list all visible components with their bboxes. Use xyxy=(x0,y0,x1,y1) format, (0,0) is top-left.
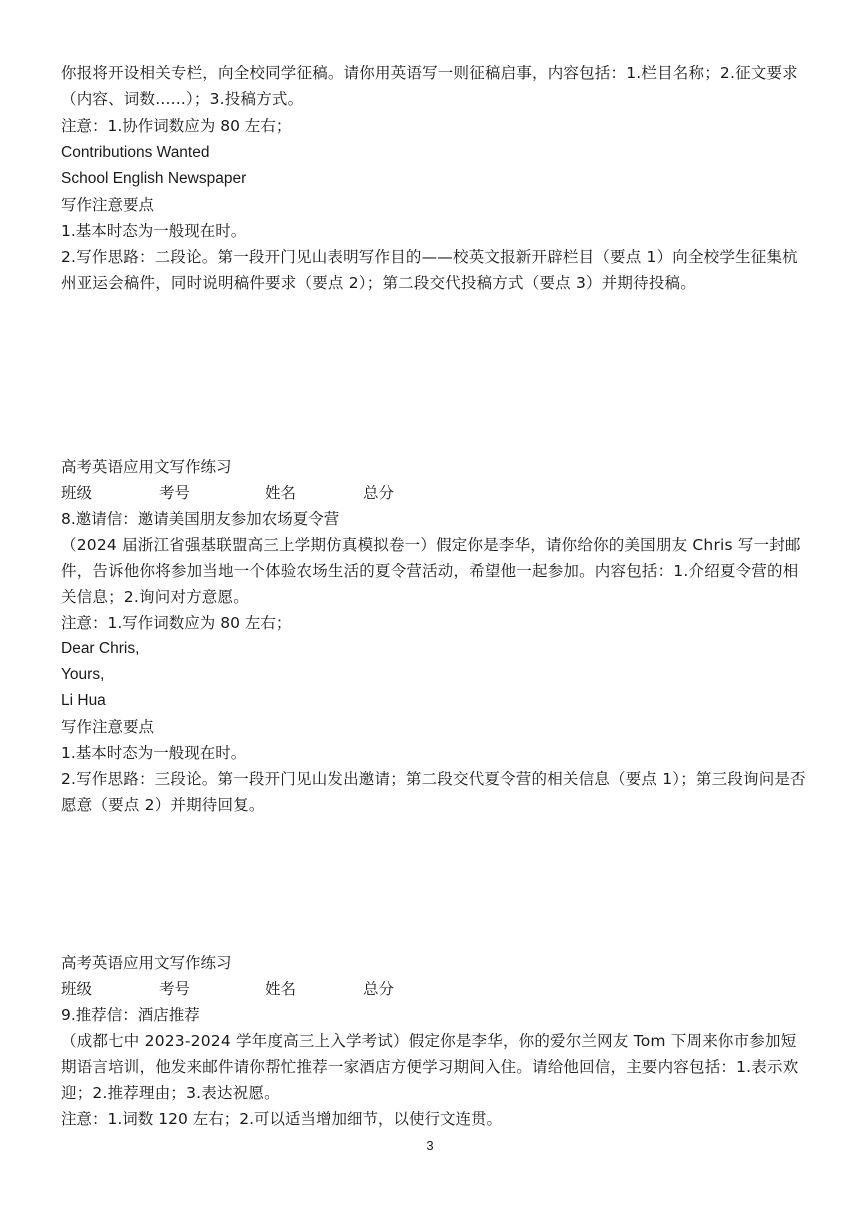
notice-title: Contributions Wanted xyxy=(61,144,210,161)
exercise-heading: 高考英语应用文写作练习 xyxy=(61,954,232,972)
task-title: 8.邀请信：邀请美国朋友参加农场夏令营 xyxy=(61,510,340,528)
tip-structure: 2.写作思路：二段论。第一段开门见山表明写作目的——校英文报新开辟栏目（要点 1）向全校学生征集杭州亚运会稿件，同时说明稿件要求（要点 2）；第二段交代投稿方式（要点 3）并期待投稿。 xyxy=(61,248,798,292)
task-title: 9.推荐信：酒店推荐 xyxy=(61,1006,200,1024)
name-label: 姓名 xyxy=(265,980,297,998)
letter-closing: Yours, xyxy=(61,666,105,683)
tip-tense: 1.基本时态为一般现在时。 xyxy=(61,222,247,240)
letter-signature: Li Hua xyxy=(61,692,106,709)
tips-heading: 写作注意要点 xyxy=(61,196,155,214)
total-score-label: 总分 xyxy=(363,980,395,998)
tip-structure: 2.写作思路：三段论。第一段开门见山发出邀请；第二段交代夏令营的相关信息（要点 1）；第三段询问是否愿意（要点 2）并期待回复。 xyxy=(61,770,806,814)
word-count-note: 注意：1.协作词数应为 80 左右； xyxy=(61,117,292,135)
task-prompt: （2024 届浙江省强基联盟高三上学期仿真模拟卷一）假定你是李华，请你给你的美国朋友 Chris 写一封邮件，告诉他你将参加当地一个体验农场生活的夏令营活动，希望他一起参加。内容包括：1.介绍夏令营的相关信息；2.询问对方意愿。 xyxy=(61,536,801,606)
class-label: 班级 xyxy=(61,980,93,998)
exercise-heading: 高考英语应用文写作练习 xyxy=(61,458,232,476)
exam-number-label: 考号 xyxy=(159,484,191,502)
exam-number-label: 考号 xyxy=(159,980,191,998)
letter-greeting: Dear Chris, xyxy=(61,640,140,657)
page-number: 3 xyxy=(426,1138,434,1153)
notice-subtitle: School English Newspaper xyxy=(61,170,247,187)
task-prompt: （成都七中 2023-2024 学年度高三上入学考试）假定你是李华，你的爱尔兰网友 Tom 下周来你市参加短期语言培训，他发来邮件请你帮忙推荐一家酒店方便学习期间入住。请给他回信，主要内容包括：1.表示欢迎；2.推荐理由；3.表达祝愿。 xyxy=(61,1032,799,1102)
tip-tense: 1.基本时态为一般现在时。 xyxy=(61,744,247,762)
total-score-label: 总分 xyxy=(363,484,395,502)
contribution-task-intro: 你报将开设相关专栏，向全校同学征稿。请你用英语写一则征稿启事，内容包括：1.栏目名称；2.征文要求（内容、词数......）；3.投稿方式。 xyxy=(61,64,798,108)
class-label: 班级 xyxy=(61,484,93,502)
word-count-note: 注意：1.词数 120 左右；2.可以适当增加细节，以使行文连贯。 xyxy=(61,1110,503,1128)
student-info-row xyxy=(61,976,812,1002)
tips-heading: 写作注意要点 xyxy=(61,718,155,736)
student-info-row xyxy=(61,480,812,506)
word-count-note: 注意：1.写作词数应为 80 左右； xyxy=(61,614,292,632)
name-label: 姓名 xyxy=(265,484,297,502)
